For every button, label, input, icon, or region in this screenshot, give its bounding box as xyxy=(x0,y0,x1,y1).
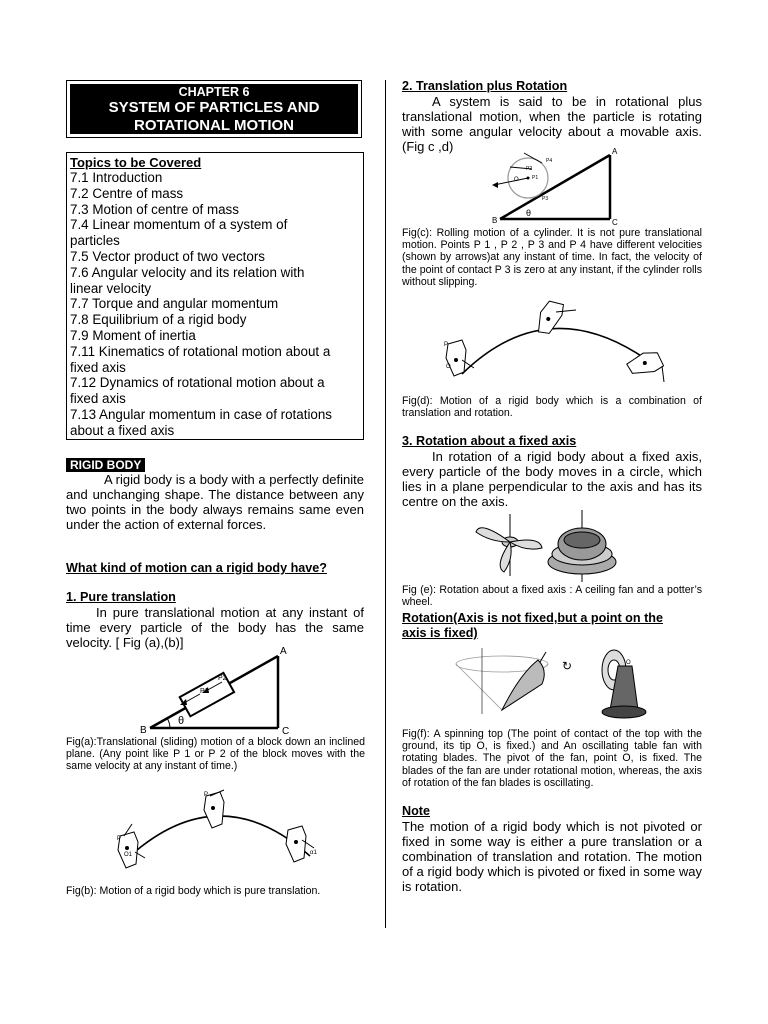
fig-c-label-o: O xyxy=(514,177,519,183)
fig-e-caption: Fig (e): Rotation about a fixed axis : A ceiling fan and a potter’s wheel. xyxy=(402,584,702,609)
fig-c-label-A: A xyxy=(612,147,618,156)
topics-heading: Topics to be Covered xyxy=(70,155,202,170)
chapter-title-box xyxy=(66,80,362,138)
fig-c-label-theta: θ xyxy=(526,208,532,218)
ceiling-fan-icon xyxy=(476,514,542,576)
topic-item: 7.13 Angular momentum in case of rotations xyxy=(70,406,333,422)
chapter-label: CHAPTER 6 xyxy=(178,85,250,99)
topic-item: 7.4 Linear momentum of a system of xyxy=(70,217,288,233)
fig-a-caption: Fig(a):Translational (sliding) motion of a block down an inclined plane. (Any point like P 1 or P 2 of the block moves with the same velocity at any instant of time.) xyxy=(66,736,365,773)
rotation-point-heading-1: Rotation(Axis is not fixed,but a point on the xyxy=(402,611,663,625)
chapter-title-line-1: SYSTEM OF PARTICLES AND xyxy=(108,99,320,116)
topic-item: 7.7 Torque and angular momentum xyxy=(70,296,279,312)
rigid-body-paragraph: A rigid body is a body with a perfectly definite and unchanging shape. The distance between any two points in the body always remains same even under the action of external forces. xyxy=(66,472,364,532)
topic-item: 7.3 Motion of centre of mass xyxy=(70,201,239,217)
fig-c-label-B: B xyxy=(492,216,498,225)
fig-a-label-B: B xyxy=(140,725,147,736)
fig-b-label-a: α1 xyxy=(310,850,317,856)
fig-c-label-p1: P1 xyxy=(532,175,539,181)
fig-c-label-C: C xyxy=(612,218,618,227)
fig-e-fan-and-wheel xyxy=(470,510,620,586)
topic-item: 7.12 Dynamics of rotational motion about a xyxy=(70,375,325,391)
topic-item: about a fixed axis xyxy=(70,422,175,438)
fig-b-label-o: O1 xyxy=(124,852,133,858)
translation-rotation-heading: 2. Translation plus Rotation xyxy=(402,79,568,93)
pure-translation-heading: 1. Pure translation xyxy=(66,590,176,604)
fig-d-label-o: O xyxy=(446,364,451,370)
topics-box xyxy=(66,152,364,440)
spinning-top-icon xyxy=(456,648,548,714)
fig-c-label-p4: P4 xyxy=(546,158,553,164)
fig-d-body-right xyxy=(625,350,664,376)
fig-d-body-left xyxy=(446,340,474,376)
column-divider xyxy=(385,80,386,928)
fig-f-arrow-glyph: ↻ xyxy=(562,659,573,673)
topic-item: 7.6 Angular velocity and its relation with xyxy=(70,264,305,280)
potters-wheel-icon xyxy=(548,510,616,582)
motion-question-heading: What kind of motion can a rigid body have? xyxy=(66,561,327,575)
fig-d-body-middle xyxy=(532,298,567,338)
topic-item: fixed axis xyxy=(70,391,126,407)
topic-item: fixed axis xyxy=(70,359,126,375)
fig-a-label-C: C xyxy=(282,726,290,736)
topic-item: particles xyxy=(70,233,120,249)
fig-c-caption: Fig(c): Rolling motion of a cylinder. It is not pure translational motion. Points P 1 , P 2 , P 3 and P 4 have different velocities (shown by arrows)at any instant of time. In fact, the velocity of the point of contact P 3 is zero at any instant, if the cylinder rolls without slipping. xyxy=(402,227,702,288)
fig-f-top-and-fan xyxy=(450,644,670,726)
fig-b-caption: Fig(b): Motion of a rigid body which is pure translation. xyxy=(66,885,321,897)
topic-item: 7.5 Vector product of two vectors xyxy=(70,248,266,264)
fig-d-label-p: P xyxy=(444,342,449,348)
chapter-title-line-2: ROTATIONAL MOTION xyxy=(134,117,294,134)
rotation-point-heading-2: axis is fixed) xyxy=(402,626,478,640)
topic-item: 7.11 Kinematics of rotational motion about a xyxy=(70,343,331,359)
fig-d-translation-rotation xyxy=(440,298,680,390)
fixed-axis-paragraph: In rotation of a rigid body about a fixed axis, every particle of the body moves in a circle, which lies in a plane perpendicular to the axis and has its centre on the axis. xyxy=(402,449,702,509)
chapter-title-banner xyxy=(70,84,358,134)
topic-item: 7.8 Equilibrium of a rigid body xyxy=(70,312,247,328)
fig-a-label-p1: P1 xyxy=(200,688,209,695)
fig-b-body-right xyxy=(286,826,314,862)
fig-a-label-A: A xyxy=(280,646,287,657)
fig-f-label-o: O xyxy=(626,660,631,666)
topic-item: 7.2 Centre of mass xyxy=(70,185,184,201)
fig-f-caption: Fig(f): A spinning top (The point of contact of the top with the ground, its tip O, is fixed.) and An oscillating table fan with rotating blades. The pivot of the fan, point O, is fixed. The blades of the fan are under rotational motion, whereas, the axis of rotation of the fan blades is oscillating. xyxy=(402,728,702,789)
rigid-body-label: RIGID BODY xyxy=(66,458,145,472)
translation-rotation-paragraph: A system is said to be in rotational plus translational motion, when the particle is rotating with some angular velocity about a movable axis. (Fig c ,d) xyxy=(402,94,702,154)
fig-d-caption: Fig(d): Motion of a rigid body which is a combination of translation and rotation. xyxy=(402,395,702,420)
fig-b-label-p2: P xyxy=(204,792,209,798)
fig-c-label-p3: P3 xyxy=(542,196,549,202)
fixed-axis-heading: 3. Rotation about a fixed axis xyxy=(402,434,577,448)
fig-b-label-p1: P xyxy=(117,836,122,842)
note-paragraph: The motion of a rigid body which is not pivoted or fixed in some way is either a pure translation or a combination of translation and rotation. The motion of a rigid body which is pivoted or fixed in some way is rotation. xyxy=(402,819,702,894)
topic-item: 7.1 Introduction xyxy=(70,170,163,185)
fig-a-inclined-plane xyxy=(130,646,300,736)
fig-a-label-theta: θ xyxy=(178,715,185,727)
topic-item: 7.9 Moment of inertia xyxy=(70,327,196,343)
note-heading: Note xyxy=(402,804,430,818)
fig-c-label-p2: P2 xyxy=(526,166,533,172)
table-fan-icon xyxy=(602,650,646,718)
topic-item: linear velocity xyxy=(70,280,152,296)
fig-c-rolling-cylinder xyxy=(480,145,630,227)
fig-b-pure-translation xyxy=(110,786,330,882)
fig-a-label-p2: P2 xyxy=(218,675,227,682)
pure-translation-paragraph: In pure translational motion at any instant of time every particle of the body has the same velocity. [ Fig (a),(b)] xyxy=(66,605,364,650)
